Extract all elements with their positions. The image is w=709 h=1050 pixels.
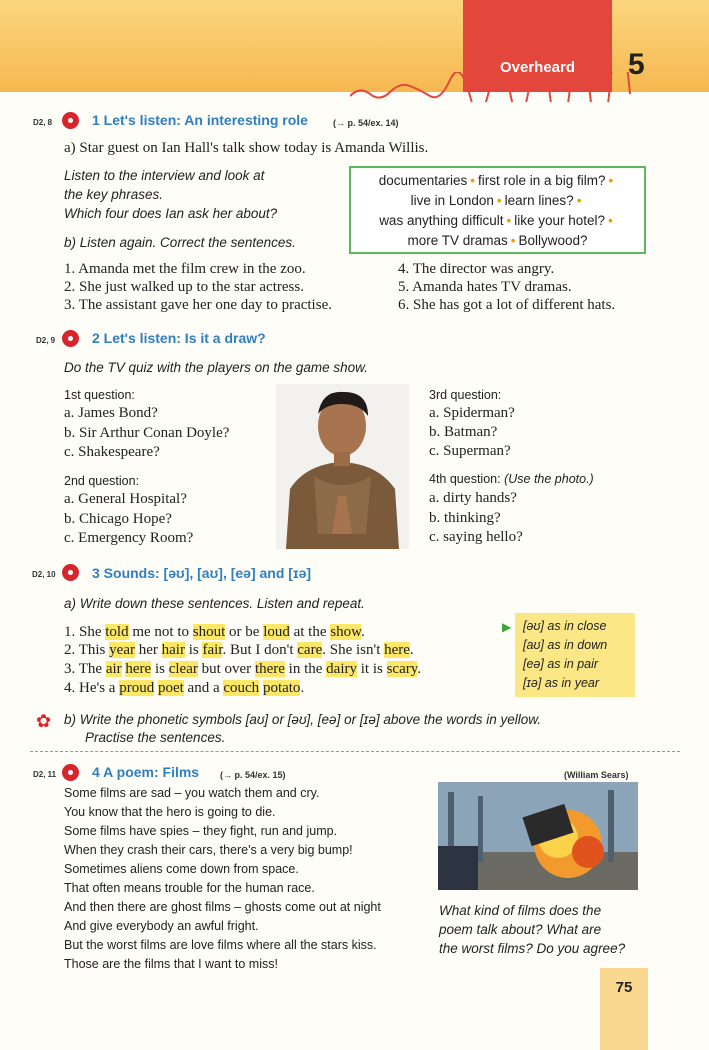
question-line: What kind of films does the xyxy=(439,903,602,918)
task-b-line: b) Write the phonetic symbols [aʊ] or [əʊ], [eə] or [ɪə] above the words in yellow. xyxy=(64,712,541,727)
photo-man-praying xyxy=(276,384,409,549)
poem-line: That often means trouble for the human race. xyxy=(64,881,315,895)
phrase: like your hotel? xyxy=(514,213,606,228)
phrase: live in London xyxy=(410,193,494,208)
instruction-line: the key phrases. xyxy=(64,187,164,202)
question-label xyxy=(429,472,594,486)
phrase: documentaries xyxy=(378,173,468,188)
quiz-option: a. General Hospital? xyxy=(64,491,187,507)
quiz-option: a. James Bond? xyxy=(64,405,158,421)
sentence: 3. The assistant gave her one day to practise. xyxy=(64,297,332,313)
photo-car-explosion xyxy=(438,782,638,890)
flower-icon: ✿ xyxy=(36,711,52,731)
sound-sentence: 1. She told me not to shout or be loud at the show. xyxy=(64,624,365,640)
quiz-option: b. Batman? xyxy=(429,424,498,440)
poem-line: Sometimes aliens come down from space. xyxy=(64,862,299,876)
sentence: 1. Amanda met the film crew in the zoo. xyxy=(64,261,306,277)
exercise-title: 1 Let's listen: An interesting role xyxy=(92,112,308,128)
key-phrases-box: documentaries • first role in a big film? • live in London • learn lines? • was anything difficult • like your hotel? • more TV dramas • Bollywood? xyxy=(349,166,646,254)
task-b: b) Listen again. Correct the sentences. xyxy=(64,235,296,250)
task-a: a) Star guest on Ian Hall's talk show today is Amanda Willis. xyxy=(64,140,429,156)
question-line: poem talk about? What are xyxy=(439,922,602,937)
instruction-line: Which four does Ian ask her about? xyxy=(64,206,278,221)
track-label: D2, 8 xyxy=(33,118,53,127)
quiz-option: a. Spiderman? xyxy=(429,405,515,421)
poem-line: You know that the hero is going to die. xyxy=(64,805,276,819)
arrow-icon: ▶ xyxy=(502,620,512,634)
audio-disc-icon[interactable] xyxy=(62,564,79,581)
question-label: 3rd question: xyxy=(429,388,502,402)
sound-sentence: 2. This year her hair is fair. But I don't care. She isn't here. xyxy=(64,642,414,658)
sentence: 6. She has got a lot of different hats. xyxy=(398,297,616,313)
question-label-text: 4th question: xyxy=(429,472,501,486)
poem-line: And give everybody an awful fright. xyxy=(64,919,259,933)
poem-line: When they crash their cars, there's a very big bump! xyxy=(64,843,353,857)
poem-author: (William Sears) xyxy=(564,770,629,780)
phrase: learn lines? xyxy=(504,193,574,208)
audio-disc-icon[interactable] xyxy=(62,764,79,781)
instruction-line: Listen to the interview and look at xyxy=(64,168,265,183)
sound-sentence: 4. He's a proud poet and a couch potato. xyxy=(64,680,305,696)
poem-line: Those are the films that I want to miss! xyxy=(64,957,278,971)
track-label: D2, 10 xyxy=(32,570,56,579)
question-label: 1st question: xyxy=(64,388,135,402)
cross-reference: (→ p. 54/ex. 14) xyxy=(333,118,399,128)
quiz-option: c. saying hello? xyxy=(429,529,523,545)
sound-sentence: 3. The air here is clear but over there in the dairy it is scary. xyxy=(64,661,422,677)
phrase: Bollywood? xyxy=(518,233,588,248)
question-line: the worst films? Do you agree? xyxy=(439,941,626,956)
question-label: 2nd question: xyxy=(64,474,140,488)
unit-number: 5 xyxy=(628,48,645,81)
question-hint: (Use the photo.) xyxy=(504,472,594,486)
phrase: first role in a big film? xyxy=(478,173,606,188)
sentence: 2. She just walked up to the star actress. xyxy=(64,279,304,295)
quiz-option: b. Sir Arthur Conan Doyle? xyxy=(64,425,230,441)
poem-line: But the worst films are love films where all the stars kiss. xyxy=(64,938,377,952)
track-label: D2, 11 xyxy=(33,770,57,779)
quiz-option: a. dirty hands? xyxy=(429,490,517,506)
poem-line: And then there are ghost films – ghosts come out at night xyxy=(64,900,381,914)
wave-decoration xyxy=(350,72,650,102)
task-a: a) Write down these sentences. Listen and repeat. xyxy=(64,596,365,611)
quiz-option: b. Chicago Hope? xyxy=(64,511,172,527)
phrase: more TV dramas xyxy=(407,233,508,248)
section-divider xyxy=(30,751,680,752)
phrase: was anything difficult xyxy=(379,213,504,228)
track-label: D2, 9 xyxy=(36,336,56,345)
quiz-option: c. Superman? xyxy=(429,443,511,459)
exercise-title: 3 Sounds: [əʊ], [aʊ], [eə] and [ɪə] xyxy=(92,565,312,581)
instruction: Do the TV quiz with the players on the game show. xyxy=(64,360,368,375)
cross-reference: (→ p. 54/ex. 15) xyxy=(220,770,286,780)
exercise-title: 2 Let's listen: Is it a draw? xyxy=(92,330,266,346)
audio-disc-icon[interactable] xyxy=(62,330,79,347)
exercise-title: 4 A poem: Films xyxy=(92,764,200,780)
quiz-option: c. Shakespeare? xyxy=(64,444,160,460)
phonetic-symbols-box: [əʊ] as in close [aʊ] as in down [eə] as in pair [ɪə] as in year xyxy=(515,613,635,697)
quiz-option: c. Emergency Room? xyxy=(64,530,194,546)
sentence: 5. Amanda hates TV dramas. xyxy=(398,279,572,295)
section-tab: Overheard xyxy=(463,0,612,92)
poem-line: Some films are sad – you watch them and cry. xyxy=(64,786,320,800)
poem-line: Some films have spies – they fight, run and jump. xyxy=(64,824,338,838)
task-b-line: Practise the sentences. xyxy=(85,730,226,745)
page-number: 75 xyxy=(600,968,648,1050)
sentence: 4. The director was angry. xyxy=(398,261,555,277)
audio-disc-icon[interactable] xyxy=(62,112,79,129)
quiz-option: b. thinking? xyxy=(429,510,501,526)
